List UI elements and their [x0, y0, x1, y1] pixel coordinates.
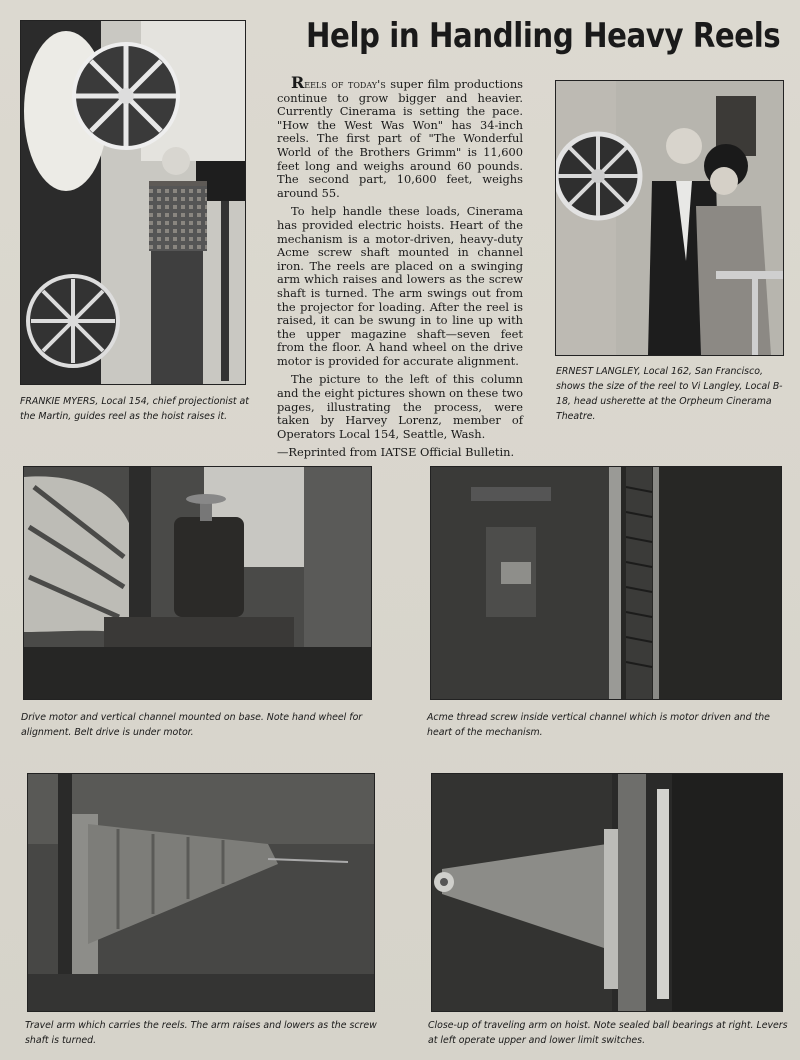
article-title: Help in Handling Heavy Reels: [306, 16, 781, 56]
lead-smallcaps: eels of today's: [304, 77, 386, 91]
paragraph-1-text: super film productions continue to grow bigger and heavier. Currently Cinerama is setting the pace. "How the West Was Won" has 34-inch reels. The first part of "The Wonderful World of the Brothers Grimm" is 11,600 feet long and weighs around 60 pounds. The second part, 10,600 feet, weighs around 55.: [277, 77, 523, 200]
photo-drive-motor: [23, 466, 372, 700]
photo-frankie-myers: [20, 20, 246, 385]
article-paragraph-1: [277, 73, 523, 200]
caption-acme-thread: Acme thread screw inside vertical channel which is motor driven and the heart of the mechanism.: [427, 712, 770, 738]
caption-drive-motor: Drive motor and vertical channel mounted on base. Note hand wheel for alignment. Belt drive is under motor.: [21, 712, 363, 738]
caption-frankie-myers: [20, 394, 252, 424]
caption-frankie-text: Local 154, chief projectionist at the Martin, guides reel as the hoist raises it.: [20, 396, 249, 422]
dropcap: R: [291, 73, 305, 92]
article-paragraph-3: The picture to the left of this column and the eight pictures shown on these two pages, illustrating the process, were taken by Harvey Lorenz, member of Operators Local 154, Seattle, Wash.: [277, 372, 524, 441]
caption-travel-arm: Travel arm which carries the reels. The arm raises and lowers as the screw shaft is turned.: [25, 1020, 377, 1046]
caption-ernest-langley: [556, 364, 788, 424]
photo-travel-arm: [27, 773, 375, 1012]
caption-closeup-arm: Close-up of traveling arm on hoist. Note sealed ball bearings at right. Levers at left operate upper and lower limit switches.: [428, 1020, 788, 1046]
photo-acme-thread: [430, 466, 782, 700]
article-credit: —Reprinted from IATSE Official Bulletin.: [277, 445, 515, 460]
caption-ernest-lead: ERNEST LANGLEY,: [556, 366, 641, 377]
article-body: [277, 73, 524, 465]
photo-closeup-arm: [431, 773, 783, 1012]
article-paragraph-2: To help handle these loads, Cinerama has provided electric hoists. Heart of the mechanism is a motor-driven, heavy-duty Acme screw shaft mounted in channel iron. The reels are placed on a swinging arm which raises and lowers as the screw shaft is turned. The arm swings out from the projector for loading. After the reel is raised, it can be swung in to line up with the upper magazine shaft—seven feet from the floor. A hand wheel on the drive motor is provided for accurate alignment.: [277, 204, 523, 368]
caption-frankie-lead: FRANKIE MYERS,: [20, 396, 99, 407]
photo-ernest-langley: [555, 80, 784, 356]
caption-ernest-text: Local 162, San Francisco, shows the size of the reel to Vi Langley, Local B-18, head usherette at the Orpheum Cinerama Theatre.: [556, 366, 783, 422]
